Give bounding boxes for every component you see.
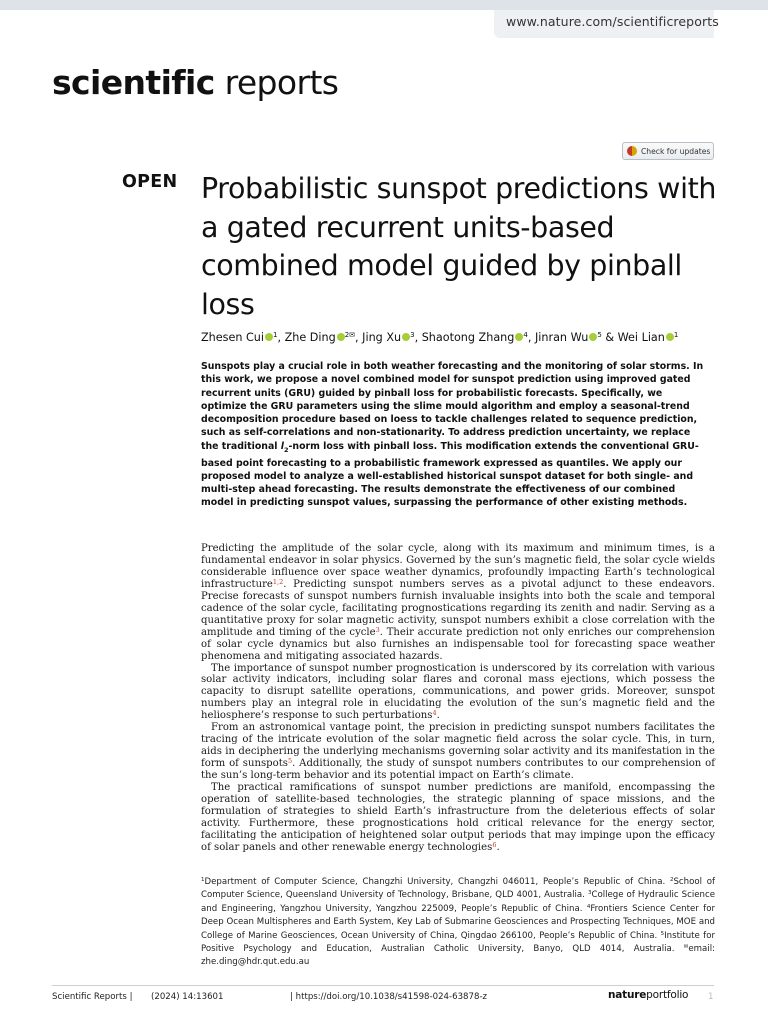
- affiliation-text: Institute for Positive Psychology and Education, Australian Catholic University, Banyo, QLD 4014, Australia.: [201, 930, 715, 955]
- affiliation-text: College of Hydraulic Science and Engineering, Yangzhou University, Yangzhou 225009, People’s Republic of China.: [201, 890, 715, 914]
- author-affiliation-sup: 4: [523, 331, 528, 339]
- affiliation-text: Department of Computer Science, Changzhi University, Changzhi 046011, People’s Republic of China.: [204, 877, 670, 887]
- citation-link[interactable]: 5: [287, 757, 293, 766]
- journal-logo[interactable]: [52, 63, 339, 102]
- footer-divider: [52, 985, 714, 986]
- citation-link[interactable]: 3: [375, 625, 380, 634]
- author-separator: ,: [527, 331, 535, 344]
- author-name[interactable]: Jing Xu: [362, 331, 402, 344]
- footer-volume: (2024) 14:13601: [151, 992, 224, 1002]
- paragraph-text: . Their accurate prediction not only enriches our comprehension of solar cycle dynamics but also furnishes an indispensable tool for forecasting space weather phenomena and mitigating associated hazards.: [201, 626, 716, 662]
- logo-bold: scientific: [52, 63, 215, 102]
- footer-journal: Scientific Reports |: [52, 992, 133, 1002]
- author-separator: ,: [414, 331, 422, 344]
- body-paragraph: [201, 663, 715, 723]
- paragraph-text: The practical ramifications of sunspot number predictions are manifold, encompassing the operation of satellite-based technologies, the strategic planning of space missions, and the formulation of strategies to shield Earth’s infrastructure from the deleterious effects of solar activity. Furthermore, these prognostications hold critical relevance for the energy sector, facilitating the anticipation of heightened solar output periods that may impinge upon the efficacy of solar panels and other renewable energy technologies: [201, 782, 715, 853]
- paragraph-text: . Predicting sunspot numbers serves as a pivotal adjunct to these endeavors. Precise forecasts of sunspot numbers furnish invaluable insights into both the scale and temporal cadence of the solar cycle, facilitating prognostications regarding its zenith and nadir. Serving as a quantitative proxy for solar magnetic activity, sunspot numbers exhibit a close correlation with the amplitude and timing of the cycle: [201, 578, 715, 638]
- open-access-label: OPEN: [122, 172, 178, 192]
- orcid-icon[interactable]: [265, 333, 273, 341]
- paragraph-text: . Additionally, the study of sunspot numbers contributes to our comprehension of the sun’s long-term behavior and its potential impact on Earth’s climate.: [201, 758, 715, 782]
- author-affiliation-sup: 2✉: [344, 331, 356, 339]
- orcid-icon[interactable]: [402, 333, 410, 341]
- body-paragraph: [201, 782, 715, 854]
- article-title: Probabilistic sunspot predictions with a gated recurrent units-based combined model guided by pinball loss: [201, 172, 717, 321]
- publisher-bold: nature: [608, 989, 647, 1001]
- citation-link[interactable]: 4: [432, 709, 437, 718]
- author-affiliation-sup: 5: [597, 331, 602, 339]
- affiliation-number: 3: [587, 890, 592, 897]
- paragraph-text: .: [496, 841, 500, 853]
- abstract-text-1: Sunspots play a crucial role in both weather forecasting and the monitoring of solar storms. In this work, we propose a novel combined model for sunspot prediction using improved gated recurrent units (GRU) guided by pinball loss for probabilistic forecasts. Specifically, we optimize the GRU parameters using the slime mould algorithm and employ a seasonal-trend decomposition procedure based on loess to tackle challenges related to sequence prediction, such as self-correlations and non-stationarity. To address prediction uncertainty, we replace the traditional: [201, 361, 704, 452]
- author-name[interactable]: Jinran Wu: [534, 331, 589, 344]
- paragraph-text: The importance of sunspot number prognostication is underscored by its correlation with various solar activity indicators, including solar flares and coronal mass ejections, which possess the capacity to disrupt satellite operations, communications, and power grids. Moreover, sunspot numbers play an integral role in elucidating the evolution of the sun’s magnetic field and the heliosphere’s response to such perturbations: [201, 662, 715, 722]
- paragraph-text: From an astronomical vantage point, the precision in predicting sunspot numbers facilitates the tracing of the intricate evolution of the solar magnetic field across the solar cycle. This, in turn, aids in deciphering the underlying mechanisms governing solar activity and its manifestation in the form of sunspots: [201, 722, 715, 770]
- abstract-text-2: -norm loss with pinball loss. This modification extends the conventional GRU-based point forecasting to a probabilistic framework expressed as quantiles. We apply our proposed model to analyze a well-established historical sunspot dataset for both single- and multi-step ahead forecasting. The results demonstrate the effectiveness of our combined model in predicting sunspot values, surpassing the performance of other existing methods.: [201, 440, 699, 509]
- citation-link[interactable]: 1,2: [272, 577, 284, 586]
- publisher-logo: [608, 989, 688, 1001]
- affiliation-number: 2: [669, 877, 674, 883]
- affiliation-text: School of Computer Science, Queensland University of Technology, Brisbane, QLD 4001, Australia.: [201, 877, 715, 901]
- crossmark-icon: [627, 146, 637, 156]
- corresponding-email[interactable]: email: zhe.ding@hdr.qut.edu.au: [201, 944, 715, 968]
- affiliation-number: ✉: [683, 944, 689, 951]
- abstract: [201, 360, 709, 510]
- author-name[interactable]: Wei Lian: [617, 331, 665, 344]
- author-list: [201, 331, 721, 344]
- affiliation-text: Frontiers Science Center for Deep Ocean Multispheres and Earth System, Key Lab of Submarine Geosciences and Prospecting Techniques, MOE and College of Marine Geosciences, Ocean University of China, Qingdao 266100, People’s Republic of China.: [201, 903, 715, 941]
- journal-url[interactable]: www.nature.com/scientificreports: [506, 14, 719, 29]
- paragraph-text: .: [436, 710, 440, 722]
- body-paragraph: [201, 722, 715, 782]
- abstract-math-sub: 2: [283, 445, 289, 454]
- orcid-icon[interactable]: [337, 333, 345, 341]
- author-name[interactable]: Shaotong Zhang: [421, 331, 515, 344]
- article-body: [201, 543, 715, 854]
- affiliation-number: 1: [201, 877, 205, 883]
- top-bar: [0, 0, 768, 10]
- citation-link[interactable]: 6: [492, 840, 497, 849]
- paragraph-text: Predicting the amplitude of the solar cycle, along with its maximum and minimum times, is a fundamental endeavor in solar physics. Governed by the sun’s magnetic field, the solar cycle wields considerable influence over space weather dynamics, profoundly impacting Earth’s technological infrastructure: [201, 543, 715, 590]
- affiliations: [201, 876, 715, 970]
- affiliation-number: 4: [586, 903, 591, 910]
- orcid-icon[interactable]: [666, 333, 674, 341]
- logo-light: reports: [224, 63, 339, 102]
- author-affiliation-sup: 3: [410, 331, 415, 339]
- author-name[interactable]: Zhesen Cui: [201, 331, 265, 344]
- author-separator: ,: [277, 331, 285, 344]
- check-updates-label: Check for updates: [641, 146, 711, 156]
- author-affiliation-sup: 1: [273, 331, 278, 339]
- abstract-math: l: [280, 440, 284, 452]
- publisher-light: portfolio: [646, 989, 689, 1001]
- author-name[interactable]: Zhe Ding: [284, 331, 336, 344]
- page-number: 1: [708, 992, 714, 1002]
- affiliation-number: 5: [660, 930, 665, 937]
- author-affiliation-sup: 1: [673, 331, 679, 339]
- check-for-updates-button[interactable]: [622, 142, 714, 160]
- footer-doi-link[interactable]: | https://doi.org/10.1038/s41598-024-63878-z: [290, 992, 488, 1002]
- author-separator: &: [601, 331, 618, 344]
- author-separator: ,: [355, 331, 363, 344]
- body-paragraph: [201, 543, 715, 663]
